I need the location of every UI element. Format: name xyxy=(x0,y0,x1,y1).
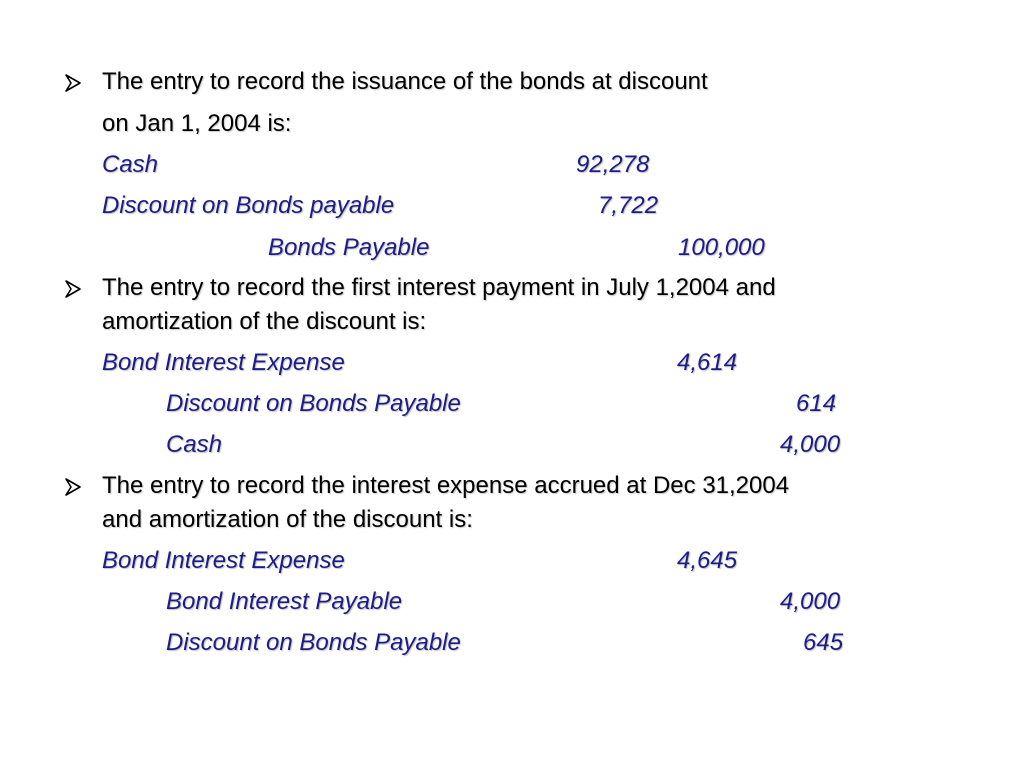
entry-1-credit-1-account: Bonds Payable xyxy=(268,234,430,261)
entry-3-debit-1-amount: 4,645 xyxy=(677,547,738,574)
entry-1-credit-1-amount: 100,000 xyxy=(678,234,765,261)
entry-2-debit-1-account: Bond Interest Expense xyxy=(102,349,345,376)
entry-3-credit-1-amount: 4,000 xyxy=(780,588,841,615)
entry-1-debit-1-account: Cash xyxy=(102,151,159,178)
entry-2-credit-1-account: Discount on Bonds Payable xyxy=(166,390,461,417)
entry-2-credit-2-account: Cash xyxy=(166,431,223,458)
arrow-bullet-icon xyxy=(62,278,84,300)
bullet-3-text-line-1: The entry to record the interest expense accrued at Dec 31,2004 xyxy=(102,472,790,499)
entry-3-credit-2-amount: 645 xyxy=(803,629,844,656)
arrow-bullet-icon xyxy=(62,72,84,94)
entry-3-credit-1-account: Bond Interest Payable xyxy=(166,588,403,615)
entry-1-debit-2-amount: 7,722 xyxy=(598,192,659,219)
entry-2-credit-2-amount: 4,000 xyxy=(780,431,841,458)
entry-2-credit-1-amount: 614 xyxy=(796,390,837,417)
arrow-bullet-icon xyxy=(62,476,84,498)
bullet-1-text-line-1: The entry to record the issuance of the bonds at discount xyxy=(102,68,708,95)
entry-2-debit-1-amount: 4,614 xyxy=(677,349,738,376)
entry-3-debit-1-account: Bond Interest Expense xyxy=(102,547,345,574)
entry-1-debit-2-account: Discount on Bonds payable xyxy=(102,192,395,219)
entry-3-credit-2-account: Discount on Bonds Payable xyxy=(166,629,461,656)
entry-1-debit-1-amount: 92,278 xyxy=(576,151,650,178)
bullet-1-text-line-2: on Jan 1, 2004 is: xyxy=(102,110,292,137)
bullet-2-text-line-2: amortization of the discount is: xyxy=(102,308,427,335)
bullet-3-text-line-2: and amortization of the discount is: xyxy=(102,506,473,533)
bullet-2-text-line-1: The entry to record the first interest payment in July 1,2004 and xyxy=(102,274,776,301)
